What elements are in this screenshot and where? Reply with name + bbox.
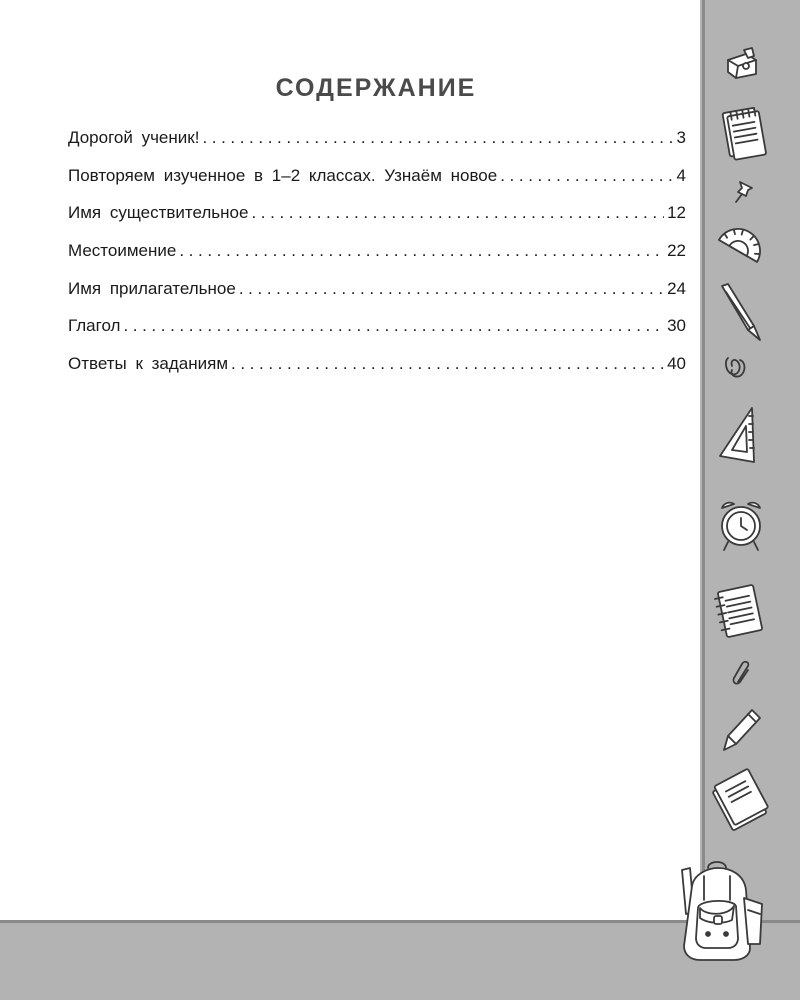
toc-entry[interactable] <box>68 239 686 277</box>
toc-entry-title: Имя прилагательное <box>68 278 236 298</box>
fountain-pen-icon <box>714 282 766 344</box>
toc-entry-page: 4 <box>676 165 686 185</box>
page-title: СОДЕРЖАНИЕ <box>275 74 477 102</box>
protractor-icon <box>716 222 768 264</box>
toc-leader-dots <box>239 277 664 301</box>
set-square-icon <box>716 404 760 466</box>
toc-entry-page: 24 <box>667 278 686 298</box>
toc-entry[interactable] <box>68 314 686 352</box>
toc-entry-page: 30 <box>667 316 686 336</box>
toc-entry-title: Повторяем изученное в 1–2 классах. Узнаём новое <box>68 165 498 185</box>
toc-entry[interactable] <box>68 201 686 239</box>
spiral-notepad-icon <box>718 102 768 162</box>
toc-leader-dots <box>202 126 673 150</box>
backpack-icon <box>664 860 768 964</box>
toc-entry[interactable] <box>68 352 686 390</box>
toc-entry-title: Глагол <box>68 316 121 336</box>
paper-clip-icon <box>730 658 756 688</box>
side-band-edge <box>702 0 705 1000</box>
lined-notepad-icon <box>710 580 770 642</box>
pushpin-icon <box>732 178 758 204</box>
toc-leader-dots <box>231 352 664 376</box>
toc-leader-dots <box>500 164 673 188</box>
paper-clips-icon <box>720 352 750 382</box>
toc-entry-title: Дорогой ученик! <box>68 128 200 147</box>
sharpener-icon <box>722 46 764 82</box>
toc-entry-page: 40 <box>667 354 686 374</box>
toc-entry-page: 3 <box>676 128 686 147</box>
notebook-icon <box>710 770 770 832</box>
toc-leader-dots <box>251 201 664 225</box>
toc-leader-dots <box>179 239 664 263</box>
toc-leader-dots <box>123 314 664 338</box>
toc-entry-title: Ответы к заданиям <box>68 354 229 374</box>
toc-entry-title: Местоимение <box>68 241 177 261</box>
toc-entry[interactable] <box>68 126 686 164</box>
pencil-icon <box>720 706 764 754</box>
toc-entry-title: Имя существительное <box>68 203 249 223</box>
toc-entry-page: 22 <box>667 241 686 261</box>
toc-entry[interactable] <box>68 164 686 202</box>
table-of-contents <box>68 126 686 390</box>
toc-entry[interactable] <box>68 277 686 315</box>
alarm-clock-icon <box>714 498 768 554</box>
toc-entry-page: 12 <box>667 203 686 223</box>
